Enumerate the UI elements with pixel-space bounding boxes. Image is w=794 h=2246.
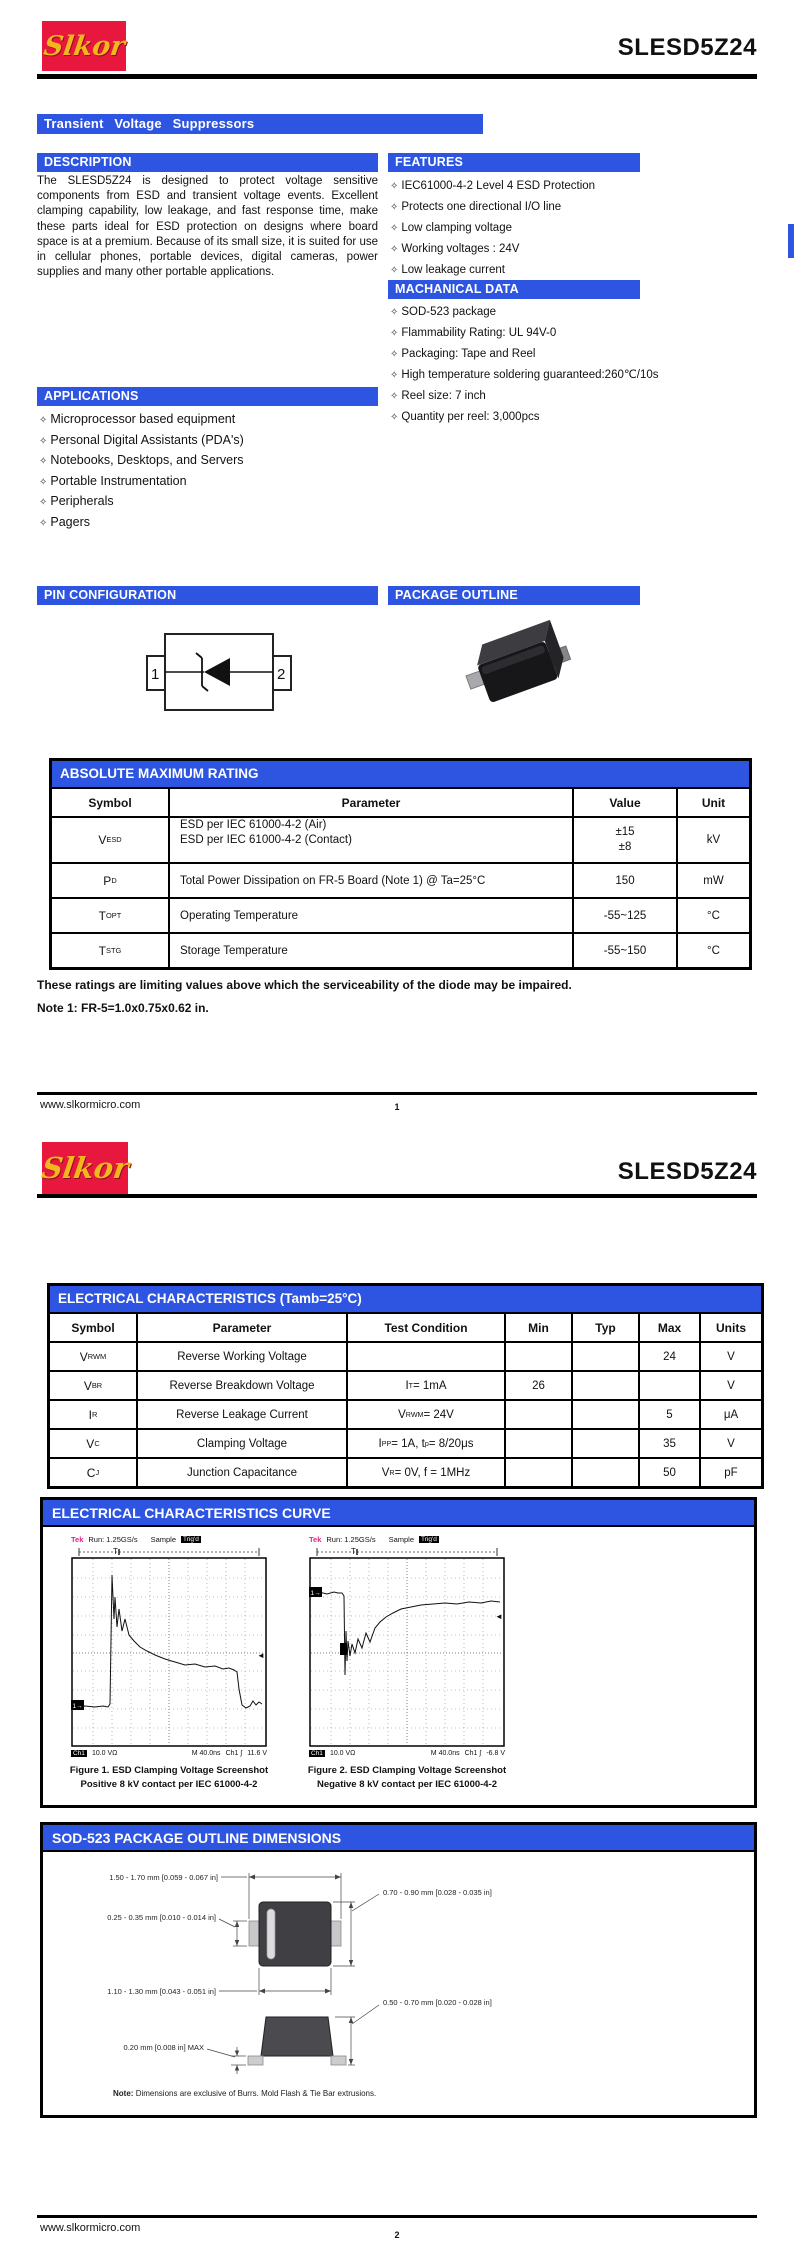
- list-item: [390, 344, 659, 365]
- min-cell: [506, 1459, 573, 1486]
- application-text: Microprocessor based equipment: [50, 412, 236, 426]
- dim-side-height: 0.50 - 0.70 mm [0.020 - 0.028 in]: [383, 1998, 492, 2007]
- lead-left-side: [248, 2056, 263, 2065]
- unit-cell: kV: [706, 834, 721, 846]
- section-package-dimensions: SOD-523 PACKAGE OUTLINE DIMENSIONS: [43, 1825, 754, 1852]
- oscilloscope-screenshot-1: [71, 1534, 267, 1760]
- figure2-caption: [274, 1764, 540, 1792]
- typ-cell: [573, 1430, 640, 1457]
- trigger-position-bar: [309, 1545, 505, 1557]
- symbol-cell: T OPT: [52, 899, 170, 932]
- col-header: Symbol: [52, 789, 170, 816]
- mechanical-list: [390, 302, 659, 428]
- parameter-cell: Clamping Voltage: [138, 1430, 348, 1457]
- application-text: Pagers: [50, 514, 90, 529]
- volts-per-div: 10.0 VΩ: [91, 1750, 118, 1757]
- footer-url[interactable]: www.slkormicro.com: [40, 2222, 141, 2234]
- symbol-cell: V C: [50, 1430, 138, 1457]
- trigger-t-label: T: [113, 1547, 118, 1556]
- application-text: Notebooks, Desktops, and Servers: [50, 453, 244, 467]
- trigger-position-bar: [71, 1545, 267, 1557]
- application-text: Peripherals: [50, 494, 114, 508]
- condition-cell: V RWM = 24V: [348, 1401, 506, 1428]
- symbol-cell: V RWM: [50, 1343, 138, 1370]
- channel-badge: Ch1: [73, 1750, 85, 1757]
- condition-cell: [348, 1343, 506, 1370]
- package-body-side-view: [261, 2017, 333, 2056]
- table-row: [52, 864, 749, 899]
- note-1: Note 1: FR-5=1.0x0.75x0.62 in.: [37, 1001, 209, 1015]
- section-description: DESCRIPTION: [37, 153, 378, 172]
- diamond-bullet-icon: ✧: [390, 202, 399, 213]
- caption-line: Figure 2. ESD Clamping Voltage Screenshot: [307, 1765, 507, 1776]
- value-cell: 150: [574, 864, 678, 897]
- value-line: ±15: [615, 826, 635, 838]
- characteristics-curve-box: [40, 1497, 757, 1808]
- dim-body-width: 1.10 - 1.30 mm [0.043 - 0.051 in]: [107, 1987, 216, 1996]
- feature-text: Low leakage current: [401, 264, 505, 276]
- trigger-level: -6.8 V: [486, 1750, 505, 1757]
- page-title-banner: Transient Voltage Suppressors: [37, 114, 483, 134]
- trigger-level: 11.6 V: [247, 1750, 267, 1757]
- note-label: Note:: [113, 2089, 134, 2098]
- list-item: [390, 386, 659, 407]
- max-cell: 35: [640, 1430, 701, 1457]
- time-per-div: M 40.0ns: [191, 1750, 221, 1757]
- parameter-cell: Reverse Breakdown Voltage: [138, 1372, 348, 1399]
- col-header: Typ: [573, 1314, 640, 1341]
- feature-text: Low clamping voltage: [401, 222, 512, 234]
- time-per-div: M 40.0ns: [430, 1750, 460, 1757]
- clamping-waveform-positive: [73, 1575, 262, 1708]
- diamond-bullet-icon: ✧: [390, 412, 399, 423]
- parameter-cell: [170, 818, 574, 862]
- mechanical-text: Packaging: Tape and Reel: [401, 348, 536, 360]
- mechanical-text: Quantity per reel: 3,000pcs: [401, 411, 540, 423]
- list-item: [39, 431, 244, 452]
- table-row: [50, 1343, 761, 1372]
- col-header: Min: [506, 1314, 573, 1341]
- brand-logo: [42, 21, 126, 71]
- trigd-badge: Trig'd: [421, 1536, 437, 1543]
- typ-cell: [573, 1372, 640, 1399]
- parameter-line: ESD per IEC 61000-4-2 (Air): [180, 819, 327, 831]
- mechanical-text: SOD-523 package: [401, 306, 497, 318]
- parameter-cell: Junction Capacitance: [138, 1459, 348, 1486]
- lead-left: [249, 1921, 259, 1946]
- symbol-cell: C J: [50, 1459, 138, 1486]
- section-mechanical-data: MACHANICAL DATA: [388, 280, 640, 299]
- table-row: [50, 1459, 761, 1486]
- table-title: ABSOLUTE MAXIMUM RATING: [52, 761, 749, 789]
- brand-logo-text: Slkor: [41, 30, 127, 62]
- max-cell: [640, 1372, 701, 1399]
- section-package-outline: PACKAGE OUTLINE: [388, 586, 640, 605]
- scope-graticule-1: [71, 1557, 267, 1747]
- applications-list: [39, 410, 244, 533]
- col-header: Test Condition: [348, 1314, 506, 1341]
- col-header: Unit: [701, 795, 726, 810]
- application-text: Portable Instrumentation: [50, 473, 187, 488]
- condition-cell: V R = 0V, f = 1MHz: [348, 1459, 506, 1486]
- dimensions-note: [113, 2089, 376, 2098]
- channel1-marker-label: 1→: [310, 1590, 321, 1597]
- typ-cell: [573, 1401, 640, 1428]
- header-rule: [37, 74, 757, 79]
- scope-scale-line: [309, 1747, 505, 1760]
- volts-per-div: 10.0 VΩ: [329, 1750, 356, 1757]
- list-item: [390, 176, 595, 197]
- dim-body-height: 0.70 - 0.90 mm [0.028 - 0.035 in]: [383, 1888, 492, 1897]
- units-cell: pF: [724, 1466, 738, 1479]
- unit-cell: °C: [707, 944, 720, 957]
- list-item: [390, 218, 595, 239]
- diamond-bullet-icon: ✧: [390, 181, 399, 192]
- max-cell: 24: [640, 1343, 701, 1370]
- diamond-bullet-icon: ✧: [390, 328, 399, 339]
- units-cell: V: [727, 1437, 735, 1450]
- section-pin-configuration: PIN CONFIGURATION: [37, 586, 378, 605]
- feature-text: IEC61000-4-2 Level 4 ESD Protection: [401, 180, 596, 192]
- units-cell: μA: [723, 1408, 739, 1421]
- units-cell: V: [727, 1379, 735, 1392]
- max-cell: 50: [640, 1459, 701, 1486]
- brand-logo: [39, 1142, 131, 1194]
- page-number: 1: [394, 1102, 400, 1112]
- table-row: [50, 1401, 761, 1430]
- note-text: Dimensions are exclusive of Burrs. Mold Flash & Tie Bar extrusions.: [135, 2089, 377, 2098]
- value-cell: [574, 818, 678, 862]
- list-item: [39, 472, 244, 493]
- diamond-bullet-icon: ✧: [39, 435, 48, 447]
- list-item: [390, 365, 659, 386]
- table-row: [50, 1372, 761, 1401]
- mechanical-text: Flammability Rating: UL 94V-0: [401, 327, 557, 339]
- dim-lead-width: 0.25 - 0.35 mm [0.010 - 0.014 in]: [107, 1913, 216, 1922]
- cathode-band: [267, 1909, 275, 1959]
- diamond-bullet-icon: ✧: [39, 415, 48, 426]
- min-cell: [506, 1343, 573, 1370]
- list-item: [390, 407, 659, 428]
- list-item: [39, 513, 244, 534]
- dim-lead-thickness: 0.20 mm [0.008 in] MAX: [123, 2043, 204, 2052]
- symbol-cell: V ESD: [52, 818, 170, 862]
- package-photo: [452, 612, 582, 722]
- scope-header: [309, 1534, 505, 1545]
- page-number: 2: [394, 2230, 400, 2240]
- trigger-t-label: T: [351, 1547, 356, 1556]
- table-header-row: [50, 1314, 761, 1343]
- scope-scale-line: [71, 1747, 267, 1760]
- condition-cell: I T = 1mA: [348, 1372, 506, 1399]
- table-row: [52, 899, 749, 934]
- list-item: [39, 451, 244, 472]
- list-item: [390, 302, 659, 323]
- diamond-bullet-icon: ✧: [390, 391, 399, 402]
- scope-graticule-2: [309, 1557, 505, 1747]
- application-text: Personal Digital Assistants (PDA's): [50, 432, 244, 447]
- scope-run-rate: Run: 1.25GS/s: [326, 1535, 376, 1544]
- clamping-waveform-negative: [311, 1592, 500, 1675]
- list-item: [39, 492, 244, 513]
- unit-cell: °C: [707, 909, 720, 922]
- footer-rule: [37, 2215, 757, 2218]
- trigger-level-arrow-icon: ◄: [495, 1612, 503, 1621]
- table-row: [50, 1430, 761, 1459]
- trigd-badge: Trig'd: [183, 1536, 199, 1543]
- caption-line: Figure 1. ESD Clamping Voltage Screenshot: [69, 1765, 269, 1776]
- symbol-cell: V BR: [50, 1372, 138, 1399]
- col-header: Max: [640, 1314, 701, 1341]
- scope-header: [71, 1534, 267, 1545]
- absolute-maximum-rating-table: [49, 758, 752, 970]
- symbol-cell: P D: [52, 864, 170, 897]
- diamond-bullet-icon: ✧: [390, 223, 399, 234]
- tek-logo: Tek: [71, 1535, 84, 1544]
- min-cell: [506, 1401, 573, 1428]
- lead-right: [331, 1921, 341, 1946]
- value-cell: -55~150: [574, 934, 678, 967]
- description-text: The SLESD5Z24 is designed to protect voltage sensitive components from ESD and transient voltage events. Excellent clamping capability, low leakage, and fast response time, make these parts ideal for ESD protection on designs where board space is at a premium. Because of its small size, it is suited for use in cellular phones, portable devices, digital cameras, power supplies and many other portable applications.: [37, 175, 378, 279]
- diamond-bullet-icon: ✧: [39, 497, 48, 508]
- typ-cell: [573, 1459, 640, 1486]
- oscilloscope-screenshot-2: [309, 1534, 505, 1760]
- value-cell: -55~125: [574, 899, 678, 932]
- table-row: [52, 818, 749, 864]
- scope-run-rate: Run: 1.25GS/s: [88, 1535, 138, 1544]
- part-number: SLESD5Z24: [617, 1158, 757, 1185]
- list-item: [390, 323, 659, 344]
- section-characteristics-curve: ELECTRICAL CHARACTERISTICS CURVE: [43, 1500, 754, 1527]
- pin-configuration-diagram: [138, 628, 313, 718]
- brand-logo-text: Slkor: [39, 1151, 131, 1185]
- parameter-cell: Operating Temperature: [170, 899, 574, 932]
- col-header: Symbol: [50, 1314, 138, 1341]
- list-item: [390, 239, 595, 260]
- unit-cell: mW: [703, 874, 724, 887]
- diamond-bullet-icon: ✧: [390, 244, 399, 255]
- symbol-cell: I R: [50, 1401, 138, 1428]
- caption-line: Negative 8 kV contact per IEC 61000-4-2: [316, 1779, 498, 1790]
- figure1-caption: [36, 1764, 302, 1792]
- parameter-cell: Total Power Dissipation on FR-5 Board (Note 1) @ Ta=25°C: [170, 864, 574, 897]
- pin1-label: 1: [151, 666, 160, 683]
- feature-text: Working voltages : 24V: [401, 243, 520, 255]
- min-cell: [506, 1430, 573, 1457]
- condition-cell: I PP = 1A, t p = 8/20μs: [348, 1430, 506, 1457]
- diamond-bullet-icon: ✧: [39, 456, 48, 467]
- diamond-bullet-icon: ✧: [390, 370, 399, 381]
- caption-line: Positive 8 kV contact per IEC 61000-4-2: [80, 1779, 258, 1790]
- mechanical-text: Reel size: 7 inch: [401, 390, 486, 402]
- page-edge-marker: [788, 224, 794, 258]
- channel1-marker-label: 1→: [72, 1703, 83, 1710]
- ratings-note: These ratings are limiting values above which the serviceability of the diode may be impaired.: [37, 978, 572, 992]
- package-dimension-drawing: [61, 1859, 721, 2077]
- units-cell: V: [727, 1350, 735, 1363]
- list-item: [39, 410, 244, 431]
- table-row: [52, 934, 749, 967]
- list-item: [390, 197, 595, 218]
- section-features: FEATURES: [388, 153, 640, 172]
- tek-logo: Tek: [309, 1535, 322, 1544]
- table-title: ELECTRICAL CHARACTERISTICS (Tamb=25°C): [50, 1286, 761, 1314]
- trigger-source: Ch1 ∫: [464, 1750, 482, 1757]
- feature-text: Protects one directional I/O line: [401, 201, 562, 213]
- electrical-characteristics-table: [47, 1283, 764, 1489]
- mechanical-text: High temperature soldering guaranteed:260℃/10s: [401, 369, 659, 381]
- parameter-line: ESD per IEC 61000-4-2 (Contact): [180, 834, 352, 846]
- min-cell: 26: [506, 1372, 573, 1399]
- pin2-label: 2: [277, 666, 286, 683]
- diamond-bullet-icon: ✧: [390, 265, 399, 276]
- parameter-cell: Reverse Working Voltage: [138, 1343, 348, 1370]
- footer-url[interactable]: www.slkormicro.com: [40, 1099, 141, 1111]
- package-dimensions-box: [40, 1822, 757, 2118]
- features-list: [390, 176, 595, 281]
- parameter-cell: Reverse Leakage Current: [138, 1401, 348, 1428]
- diamond-bullet-icon: ✧: [390, 349, 399, 360]
- dim-overall-length: 1.50 - 1.70 mm [0.059 - 0.067 in]: [109, 1873, 218, 1882]
- diamond-bullet-icon: ✧: [39, 476, 48, 488]
- value-line: ±8: [618, 841, 632, 853]
- footer-rule: [37, 1092, 757, 1095]
- typ-cell: [573, 1343, 640, 1370]
- table-header-row: [52, 789, 749, 818]
- list-item: [390, 260, 595, 281]
- trigger-point-marker: [340, 1643, 347, 1655]
- max-cell: 5: [640, 1401, 701, 1428]
- lead-right-side: [331, 2056, 346, 2065]
- scope-mode: Sample: [150, 1535, 177, 1544]
- section-applications: APPLICATIONS: [37, 387, 378, 406]
- col-header: Parameter: [138, 1314, 348, 1341]
- col-header: Parameter: [170, 789, 574, 816]
- trigger-level-arrow-icon: ◄: [257, 1651, 265, 1660]
- channel-badge: Ch1: [311, 1750, 323, 1757]
- parameter-cell: Storage Temperature: [170, 934, 574, 967]
- scope-mode: Sample: [388, 1535, 415, 1544]
- trigger-source: Ch1 ∫: [225, 1750, 243, 1757]
- col-header: Value: [574, 789, 678, 816]
- diamond-bullet-icon: ✧: [39, 517, 48, 529]
- header-rule: [37, 1194, 757, 1198]
- part-number: SLESD5Z24: [617, 34, 757, 61]
- col-header: Units: [716, 1320, 746, 1335]
- symbol-cell: T STG: [52, 934, 170, 967]
- diamond-bullet-icon: ✧: [390, 307, 399, 318]
